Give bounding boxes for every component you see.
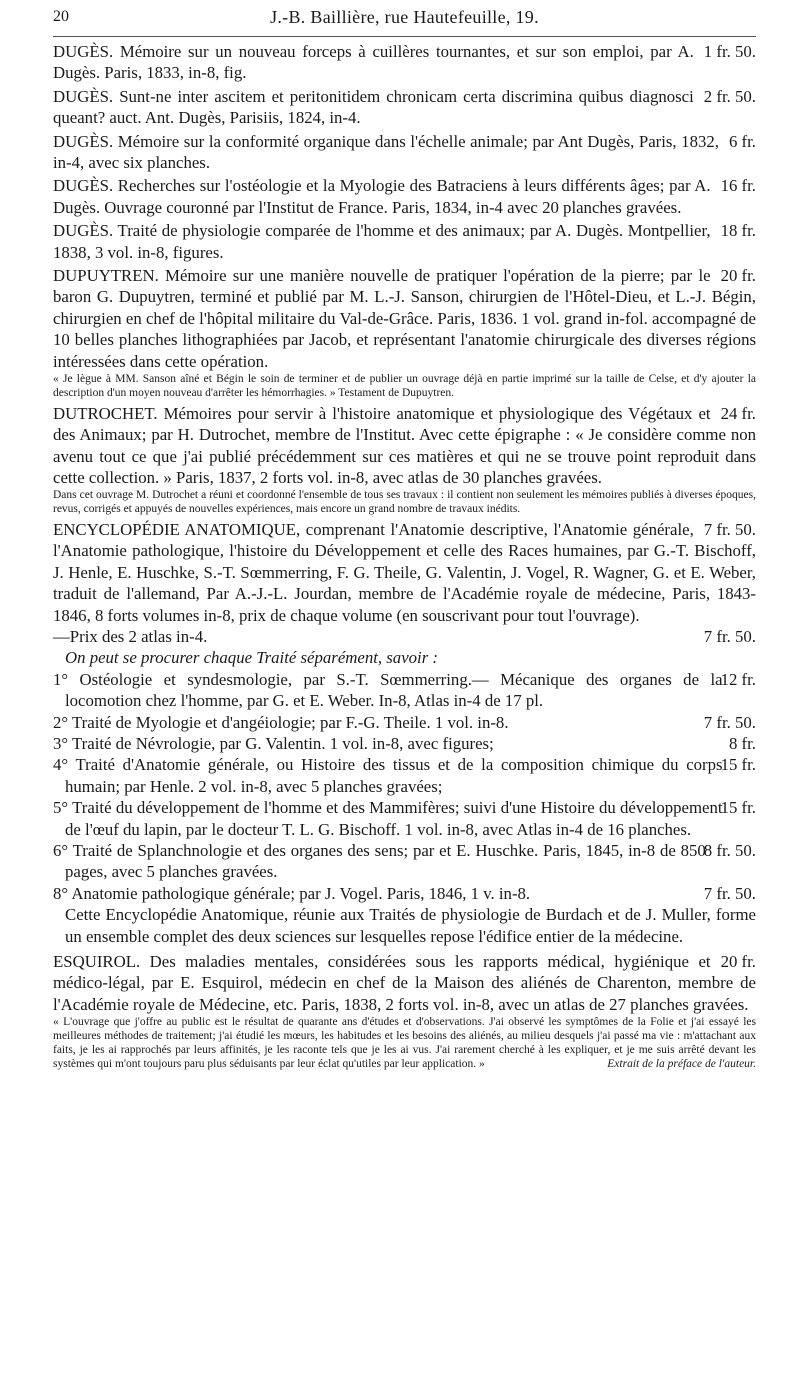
entry-price: 6 fr. — [728, 131, 756, 151]
entry-price: 2 fr. 50. — [703, 86, 756, 106]
entry-text: ENCYCLOPÉDIE ANATOMIQUE, comprenant l'Anatomie descriptive, l'Anatomie générale, l'Anatomie pathologique, l'histoire du Développement et celle des Races humaines, par G.-T. Bischoff, J. Henle, E. Huschke, S.-T. Sœmmerring, F. G. Theile, G. Valentin, J. Vogel, R. Wagner, G. et E. Weber, traduit de l'allemand, Par A.-J.-L. Jourdan, membre de l'Académie royale de médecine, Paris, 1843-1846, 8 forts volumes in-8, prix de chaque volume (en souscrivant pour tout l'ouvrage). — [53, 519, 756, 625]
atlas-text: —Prix des 2 atlas in-4. — [53, 626, 208, 646]
treatise-intro: On peut se procurer chaque Traité séparément, savoir : — [65, 648, 439, 668]
footnote-esquirol — [53, 1016, 756, 1071]
entry-text: DUGÈS. Mémoire sur un nouveau forceps à cuillères tournantes, et sur son emploi, par A. Dugès. Paris, 1833, in-8, fig. — [53, 42, 694, 83]
treatise-price: 8 fr. — [728, 733, 756, 753]
quote-text: « L'ouvrage que j'offre au public est le résultat de quarante ans d'études et d'observations. J'ai observé les symptômes de la Folie et j'ai essayé les meilleures méthodes de traitement; j'ai étudié les mœurs, les habitudes et les besoins des aliénés, au milieu desquels j'ai passé ma vie : m'attachant aux faits, je les ai rapprochés par leurs affinités, je les raconte tels que je les ai vus. J'ai rarement cherché à les expliquer, et je me suis arrêté devant les systèmes qui m'ont toujours paru plus séduisants par leur éclat qu'utiles par leur application. » — [53, 1016, 756, 1070]
treatise-price: 15 fr. — [720, 755, 756, 775]
entry-text: ESQUIROL. Des maladies mentales, considérées sous les rapports médical, hygiénique et médico-légal, par E. Esquirol, médecin en chef de la Maison des aliénés de Charenton, membre de l'Académie royale de Médecine, etc. Paris, 1838, 2 forts vol. in-8, avec un atlas de 27 planches gravées. — [53, 952, 756, 1014]
treatise-price: 15 fr. — [720, 798, 756, 818]
treatise-item — [53, 754, 756, 797]
page-header — [53, 6, 756, 37]
treatise-item — [53, 712, 756, 733]
catalog-entry-duges-ascitem — [53, 86, 756, 129]
catalog-entry-esquirol — [53, 951, 756, 1015]
quote-source: Extrait de la préface de l'auteur. — [607, 1057, 756, 1070]
entry-text: DUPUYTREN. Mémoire sur une manière nouvelle de pratiquer l'opération de la pierre; par le baron G. Dupuytren, terminé et publié par M. L.-J. Sanson, chirurgien de l'Hôtel-Dieu, et L.-J. Bégin, chirurgien en chef de l'hôpital militaire du Val-de-Grâce. Paris, 1836. 1 vol. grand in-fol. accompagné de 10 belles planches lithographiées par Jacob, et représentant l'anatomie chirurgicale des diverses régions intéressées dans cette opération. — [53, 266, 756, 371]
treatise-text: 8° Anatomie pathologique générale; par J. Vogel. Paris, 1846, 1 v. in-8. — [53, 883, 531, 903]
entry-text: DUGÈS. Recherches sur l'ostéologie et la Myologie des Batraciens à leurs différents âges; par A. Dugès. Ouvrage couronné par l'Institut de France. Paris, 1834, in-4 avec 20 planches gravées. — [53, 176, 711, 217]
treatise-item — [53, 669, 756, 712]
treatise-price: 12 fr. — [720, 669, 756, 689]
treatise-text: 4° Traité d'Anatomie générale, ou Histoire des tissus et de la composition chimique du corps humain; par Henle. 2 vol. in-8, avec 5 planches gravées; — [53, 755, 723, 796]
running-head: J.-B. Baillière, rue Hautefeuille, 19. — [270, 7, 539, 27]
treatise-text: 2° Traité de Myologie et d'angéiologie; par F.-G. Theile. 1 vol. in-8. — [53, 712, 509, 732]
entry-price: 20 fr. — [720, 266, 756, 286]
encyclopedie-closing: Cette Encyclopédie Anatomique, réunie aux Traités de physiologie de Burdach et de J. Muller, forme un ensemble complet des deux sciences sur lesquelles repose l'édifice entier de la médecine. — [65, 905, 756, 946]
footnote-dutrochet: Dans cet ouvrage M. Dutrochet a réuni et coordonné l'ensemble de tous ses travaux : il contient non seulement les mémoires publiés à diverses époques, revus, corrigés et appuyés de nouvelles expériences, mais encore un grand nombre de travaux inédits. — [53, 489, 756, 516]
footnote-dupuytren: « Je lègue à MM. Sanson aîné et Bégin le soin de terminer et de publier un ouvrage déjà en partie imprimé sur la taille de Celse, et d'y ajouter la description d'un moyen nouveau d'arrêter les hémorrhagies. » Testament de Dupuytren. — [53, 373, 756, 399]
atlas-price-line — [53, 626, 756, 647]
catalog-entry-encyclopedie — [53, 519, 756, 626]
entry-price: 7 fr. 50. — [703, 519, 756, 539]
entry-price: 24 fr. — [720, 403, 756, 423]
treatise-price: 7 fr. 50. — [703, 883, 756, 903]
entry-price: 1 fr. 50. — [703, 42, 756, 61]
atlas-price: 7 fr. 50. — [703, 626, 756, 646]
catalog-entry-dupuytren — [53, 265, 756, 372]
treatise-item — [53, 733, 756, 754]
treatise-text: 5° Traité du développement de l'homme et des Mammifères; suivi d'une Histoire du développement de l'œuf du lapin, par le docteur T. L. G. Bischoff. 1 vol. in-8, avec Atlas in-4 de 16 planches. — [53, 798, 723, 839]
treatise-text: 1° Ostéologie et syndesmologie, par S.-T. Sœmmerring.— Mécanique des organes de la locomotion chez l'homme, par G. et E. Weber. In-8, Atlas in-4 de 17 pl. — [53, 669, 723, 711]
entry-text: DUTROCHET. Mémoires pour servir à l'histoire anatomique et physiologique des Végétaux et des Animaux; par H. Dutrochet, membre de l'Institut. Avec cette épigraphe : « Je considère comme non avenu tout ce que j'ai publié précédemment sur ces matières et qui ne se trouve point reproduit dans cette collection. » Paris, 1837, 2 forts vol. in-8, avec atlas de 30 planches gravées. — [53, 403, 756, 487]
page-number: 20 — [53, 8, 69, 25]
treatise-item — [53, 883, 756, 904]
entry-price: 20 fr. — [720, 952, 756, 972]
entry-text: DUGÈS. Sunt-ne inter ascitem et peritonitidem chronicam certa discrimina quibus diagnosci queant? auct. Ant. Dugès, Parisiis, 1824, in-4. — [53, 86, 694, 128]
treatise-item — [53, 840, 756, 883]
treatise-price: 8 fr. 50. — [703, 841, 756, 860]
catalog-entry-duges-osteologie — [53, 175, 756, 218]
treatise-item — [53, 797, 756, 840]
treatise-text: 6° Traité de Splanchnologie et des organes des sens; par et E. Huschke. Paris, 1845, in-8 de 850 pages, avec 5 planches gravées. — [53, 841, 706, 882]
catalog-entry-duges-conformite — [53, 131, 756, 174]
catalog-entry-duges-forceps — [53, 41, 756, 84]
treatise-price: 7 fr. 50. — [703, 712, 756, 732]
entry-text: DUGÈS. Mémoire sur la conformité organique dans l'échelle animale; par Ant Dugès, Paris, 1832, in-4, avec six planches. — [53, 131, 719, 173]
catalog-entry-duges-physiologie — [53, 220, 756, 263]
entry-text: DUGÈS. Traité de physiologie comparée de l'homme et des animaux; par A. Dugès. Montpellier, 1838, 3 vol. in-8, figures. — [53, 221, 711, 262]
treatise-text: 3° Traité de Névrologie, par G. Valentin. 1 vol. in-8, avec figures; — [53, 733, 494, 753]
catalog-entry-dutrochet — [53, 403, 756, 489]
entry-price: 16 fr. — [720, 176, 756, 196]
entry-price: 18 fr. — [720, 221, 756, 241]
